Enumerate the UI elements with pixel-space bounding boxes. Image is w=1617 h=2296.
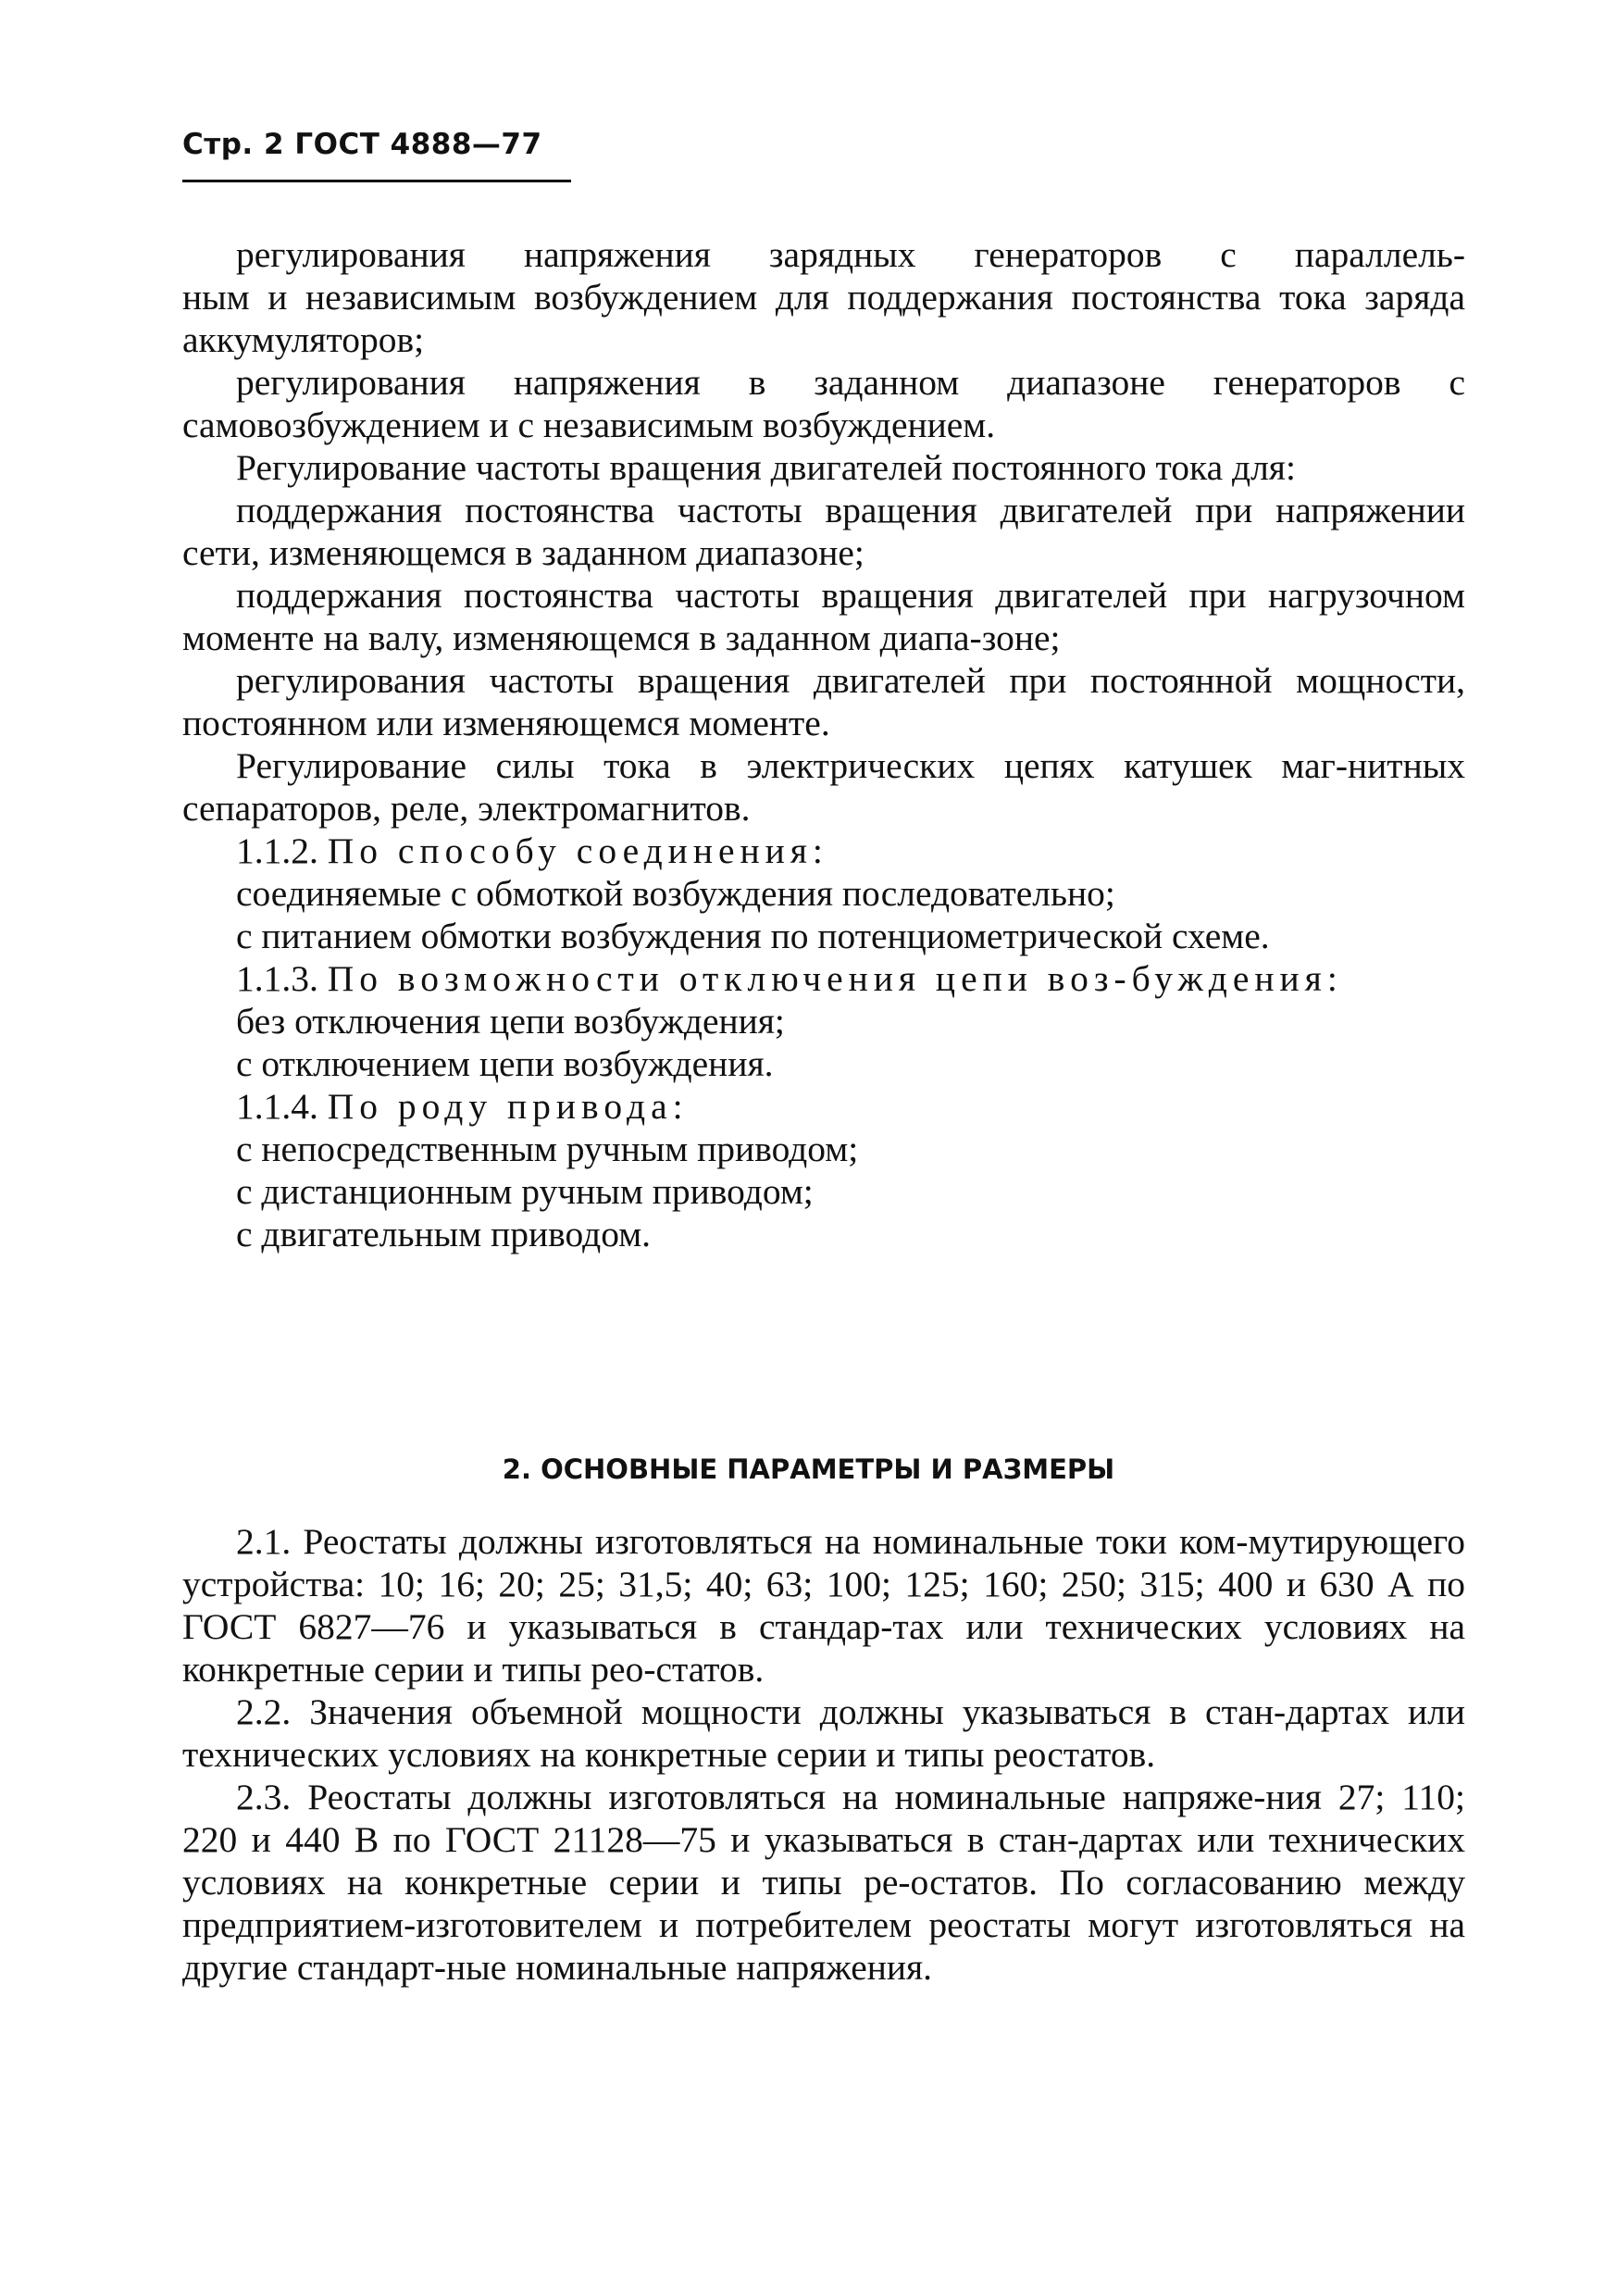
paragraph: 2.3. Реостаты должны изготовляться на номинальные напряже-ния 27; 110; 220 и 440 В по ГОСТ 21128—75 и указываться в стан-дартах или технических условиях на конкретные серии и типы ре-остатов. По согласованию между предприятием-изготовителем и потребителем реостаты могут изготовляться на другие стандарт-ные номинальные напряжения. [182,1777,1465,1988]
subsection-title: По роду привода: [327,1086,689,1127]
header-rule [182,180,571,182]
page-header: Стр. 2 ГОСТ 4888—77 [182,128,542,161]
list-item: с отключением цепи возбуждения. [236,1043,774,1084]
subsection-title: По возможности отключения цепи воз-буждения: [327,958,1343,999]
paragraph: Регулирование частоты вращения двигателей постоянного тока для: [236,447,1296,488]
list-item: с дистанционным ручным приводом; [236,1171,814,1212]
section-1-body [182,233,1465,1255]
paragraph: Регулирование силы тока в электрических цепях катушек маг-нитных сепараторов, реле, электромагнитов. [182,745,1465,829]
subsection-heading [182,957,1465,1000]
paragraph: 2.1. Реостаты должны изготовляться на номинальные токи ком-мутирующего устройства: 10; 16; 20; 25; 31,5; 40; 63; 100; 125; 160; 250; 315; 400 и 630 А по ГОСТ 6827—76 и указываться в стандар-тах или технических условиях на конкретные серии и типы рео-статов. [182,1521,1465,1690]
subsection-number: 1.1.2. [236,830,318,871]
paragraph: поддержания постоянства частоты вращения двигателей при напряжении сети, изменяющемся в заданном диапазоне; [182,490,1465,573]
paragraph: регулирования частоты вращения двигателей при постоянной мощности, постоянном или изменяющемся моменте. [182,660,1465,743]
subsection-number: 1.1.3. [236,958,318,999]
paragraph: 2.2. Значения объемной мощности должны указываться в стан-дартах или технических условиях на конкретные серии и типы реостатов. [182,1691,1465,1775]
paragraph: ным и независимым возбуждением для поддержания постоянства тока заряда аккумуляторов; [182,277,1465,360]
section-2-body [182,1520,1465,1989]
subsection-title: По способу соединения: [327,830,828,871]
list-item: с двигательным приводом. [236,1214,652,1254]
section-2-title: 2. ОСНОВНЫЕ ПАРАМЕТРЫ И РАЗМЕРЫ [502,1454,1115,1485]
subsection-number: 1.1.4. [236,1086,318,1127]
list-item: соединяемые с обмоткой возбуждения последовательно; [236,873,1115,914]
list-item: с питанием обмотки возбуждения по потенциометрической схеме. [236,916,1270,956]
paragraph: поддержания постоянства частоты вращения двигателей при нагрузочном моменте на валу, изменяющемся в заданном диапа-зоне; [182,575,1465,658]
subsection-heading [182,830,1465,872]
list-item: с непосредственным ручным приводом; [236,1129,859,1169]
subsection-heading [182,1085,1465,1128]
paragraph: регулирования напряжения в заданном диапазоне генераторов с самовозбуждением и с независимым возбуждением. [182,362,1465,445]
list-item: без отключения цепи возбуждения; [236,1001,785,1042]
paragraph: регулирования напряжения зарядных генераторов с параллель- [236,234,1465,275]
